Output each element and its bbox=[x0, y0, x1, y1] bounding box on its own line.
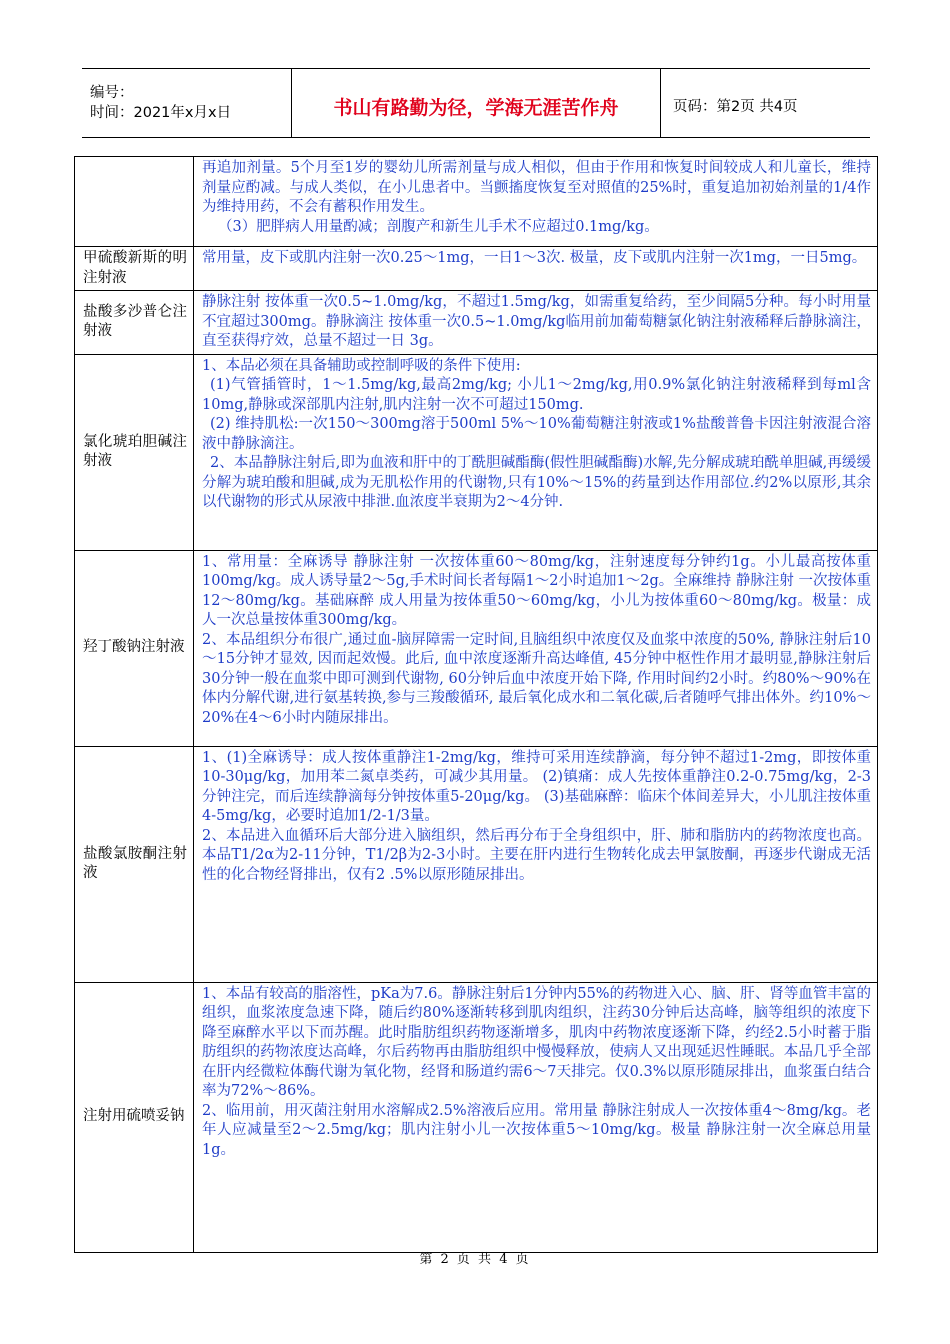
drug-description-cell bbox=[194, 247, 878, 291]
drug-name-cell bbox=[75, 247, 194, 291]
description-paragraph: 1、(1)全麻诱导：成人按体重静注1-2mg/kg，维持可采用连续静滴，每分钟不超过1-2mg，即按体重10-30μg/kg，加用苯二氮卓类药，可减少其用量。 (2)镇痛：成人先按体重静注0.2-0.75mg/kg，2-3分钟注完，而后连续静滴每分钟按体重5-20μg/kg。 (3)基础麻醉：临床个体间差异大，小儿肌注按体重4-5mg/kg，必要时追加1/2-1/3量。 bbox=[202, 749, 871, 824]
description-paragraph: 2、临用前，用灭菌注射用水溶解成2.5%溶液后应用。常用量 静脉注射成人一次按体重4～8mg/kg。老年人应减量至2～2.5mg/kg；肌内注射小儿一次按体重5～10mg/kg。极量 静脉注射一次全麻总用量1g。 bbox=[202, 1102, 871, 1158]
drug-description-cell bbox=[194, 291, 878, 355]
description-paragraph: 2、本品静脉注射后,即为血液和肝中的丁酰胆碱酯酶(假性胆碱酯酶)水解,先分解成琥珀酰单胆碱,再缓缓分解为琥珀酸和胆碱,成为无肌松作用的代谢物,只有10%～15%的药量到达作用部位.约2%以原形,其余以代谢物的形式从尿液中排泄.血浓度半衰期为2～4分钟. bbox=[202, 455, 871, 510]
drug-name: 甲硫酸新斯的明注射液 bbox=[83, 250, 187, 286]
drug-name-cell bbox=[75, 354, 194, 550]
page-footer: 第 2 页 共 4 页 bbox=[419, 1252, 531, 1267]
drug-description-cell bbox=[194, 354, 878, 550]
table-row bbox=[75, 157, 878, 247]
document-time-label: 时间：2021年x月x日 bbox=[90, 105, 232, 121]
drug-table bbox=[74, 156, 878, 1253]
drug-description-cell bbox=[194, 982, 878, 1252]
table-row bbox=[75, 291, 878, 355]
page-header bbox=[82, 68, 870, 138]
drug-name: 盐酸多沙普仑注射液 bbox=[83, 303, 187, 340]
drug-description-cell bbox=[194, 550, 878, 746]
description-paragraph: 2、本品进入血循环后大部分进入脑组织，然后再分布于全身组织中，肝、肺和脂肪内的药物浓度也高。本品T1/2α为2-11分钟，T1/2β为2-3小时。主要在肝内进行生物转化成去甲氯胺酮，再逐步代谢成无活性的化合物经肾排出，仅有2 .5%以原形随尿排出。 bbox=[202, 827, 871, 883]
description-paragraph: 1、常用量：全麻诱导 静脉注射 一次按体重60～80mg/kg，注射速度每分钟约1g。小儿最高按体重100mg/kg。成人诱导量2～5g,手术时间长者每隔1～2小时追加1～2g。全麻维持 静脉注射 一次按体重12～80mg/kg。基础麻醉 成人用量为按体重50～60mg/kg，小儿为按体重60～80mg/kg。极量：成人一次总量按体重300mg/kg。 bbox=[202, 553, 871, 628]
header-motto: 书山有路勤为径，学海无涯苦作舟 bbox=[291, 69, 661, 137]
description-paragraph: 静脉注射 按体重一次0.5~1.0mg/kg，不超过1.5mg/kg，如需重复给药，至少间隔5分种。每小时用量不宜超过300mg。静脉滴注 按体重一次0.5~1.0mg/kg临用前加葡萄糖氯化钠注射液稀释后静脉滴注，直至获得疗效，总量不超过一日 3g。 bbox=[202, 294, 871, 349]
drug-name: 注射用硫喷妥钠 bbox=[83, 1108, 185, 1125]
table-row bbox=[75, 247, 878, 291]
drug-name-cell bbox=[75, 157, 194, 247]
drug-name-cell bbox=[75, 550, 194, 746]
description-paragraph: 1、本品必须在具备辅助或控制呼吸的条件下使用: bbox=[202, 357, 521, 374]
description-paragraph: 常用量，皮下或肌内注射一次0.25～1mg，一日1～3次. 极量，皮下或肌内注射一次1mg，一日5mg。 bbox=[202, 250, 867, 266]
table-row bbox=[75, 746, 878, 982]
header-page-label: 页码：第2页 共4页 bbox=[673, 98, 798, 115]
drug-name-cell bbox=[75, 746, 194, 982]
description-paragraph: （3）肥胖病人用量酌减；剖腹产和新生儿手术不应超过0.1mg/kg。 bbox=[218, 218, 659, 235]
header-meta bbox=[82, 69, 291, 137]
drug-description-cell bbox=[194, 746, 878, 982]
drug-name-cell bbox=[75, 982, 194, 1252]
description-paragraph: (2) 维持肌松:一次150～300mg溶于500ml 5%～10%葡萄糖注射液或1%盐酸普鲁卡因注射液混合溶液中静脉滴注。 bbox=[202, 416, 871, 452]
table-row bbox=[75, 982, 878, 1252]
description-paragraph: 1、本品有较高的脂溶性，pKa为7.6。静脉注射后1分钟内55%的药物进入心、脑、肝、肾等血管丰富的组织，血浆浓度急速下降，随后约80%逐渐转移到肌肉组织，注药30分钟后达高峰，脑等组织的浓度下降至麻醉水平以下而苏醒。此时脂肪组织药物逐渐增多，肌肉中药物浓度逐渐下降，约经2.5小时蓄于脂肪组织的药物浓度达高峰，尔后药物再由脂肪组织中慢慢释放，使病人又出现延迟性睡眠。本品几乎全部在肝内经微粒体酶代谢为氧化物，经肾和肠道约需6～7天排完。仅0.3%以原形随尿排出，血浆蛋白结合率为72%～86%。 bbox=[202, 985, 871, 1099]
table-row bbox=[75, 550, 878, 746]
drug-name: 羟丁酸钠注射液 bbox=[83, 639, 185, 656]
drug-name-cell bbox=[75, 291, 194, 355]
document-number-label: 编号： bbox=[90, 85, 134, 101]
description-paragraph: 2、本品组织分布很广,通过血-脑屏障需一定时间,且脑组织中浓度仅及血浆中浓度的50%, 静脉注射后10～15分钟才显效, 因而起效慢。此后, 血中浓度逐渐升高达峰值, 45分钟中枢性作用才最明显,静脉注射后30分钟一般在血浆中即可测到代谢物, 60分钟后血中浓度开始下降, 作用时间约2小时。约80%～90%在体内分解代谢,进行氨基转换,参与三羧酸循环, 最后氧化成水和二氧化碳,后者随呼气排出体外。约10%～20%在4～6小时内随尿排出。 bbox=[202, 631, 871, 726]
drug-description-cell bbox=[194, 157, 878, 247]
drug-name: 盐酸氯胺酮注射液 bbox=[83, 845, 187, 881]
drug-name: 氯化琥珀胆碱注射液 bbox=[83, 433, 187, 469]
description-paragraph: (1)气管插管时，1～1.5mg/kg,最高2mg/kg; 小儿1～2mg/kg,用0.9%氯化钠注射液稀释到每ml含10mg,静脉或深部肌内注射,肌内注射一次不可超过150mg. bbox=[202, 377, 871, 413]
description-paragraph: 再追加剂量。5个月至1岁的婴幼儿所需剂量与成人相似，但由于作用和恢复时间较成人和儿童长，维持剂量应酌减。与成人类似，在小儿患者中。当颤搐度恢复至对照值的25%时，重复追加初始剂量的1/4作为维持用药，不会有蓄积作用发生。 bbox=[202, 160, 871, 215]
table-row bbox=[75, 354, 878, 550]
